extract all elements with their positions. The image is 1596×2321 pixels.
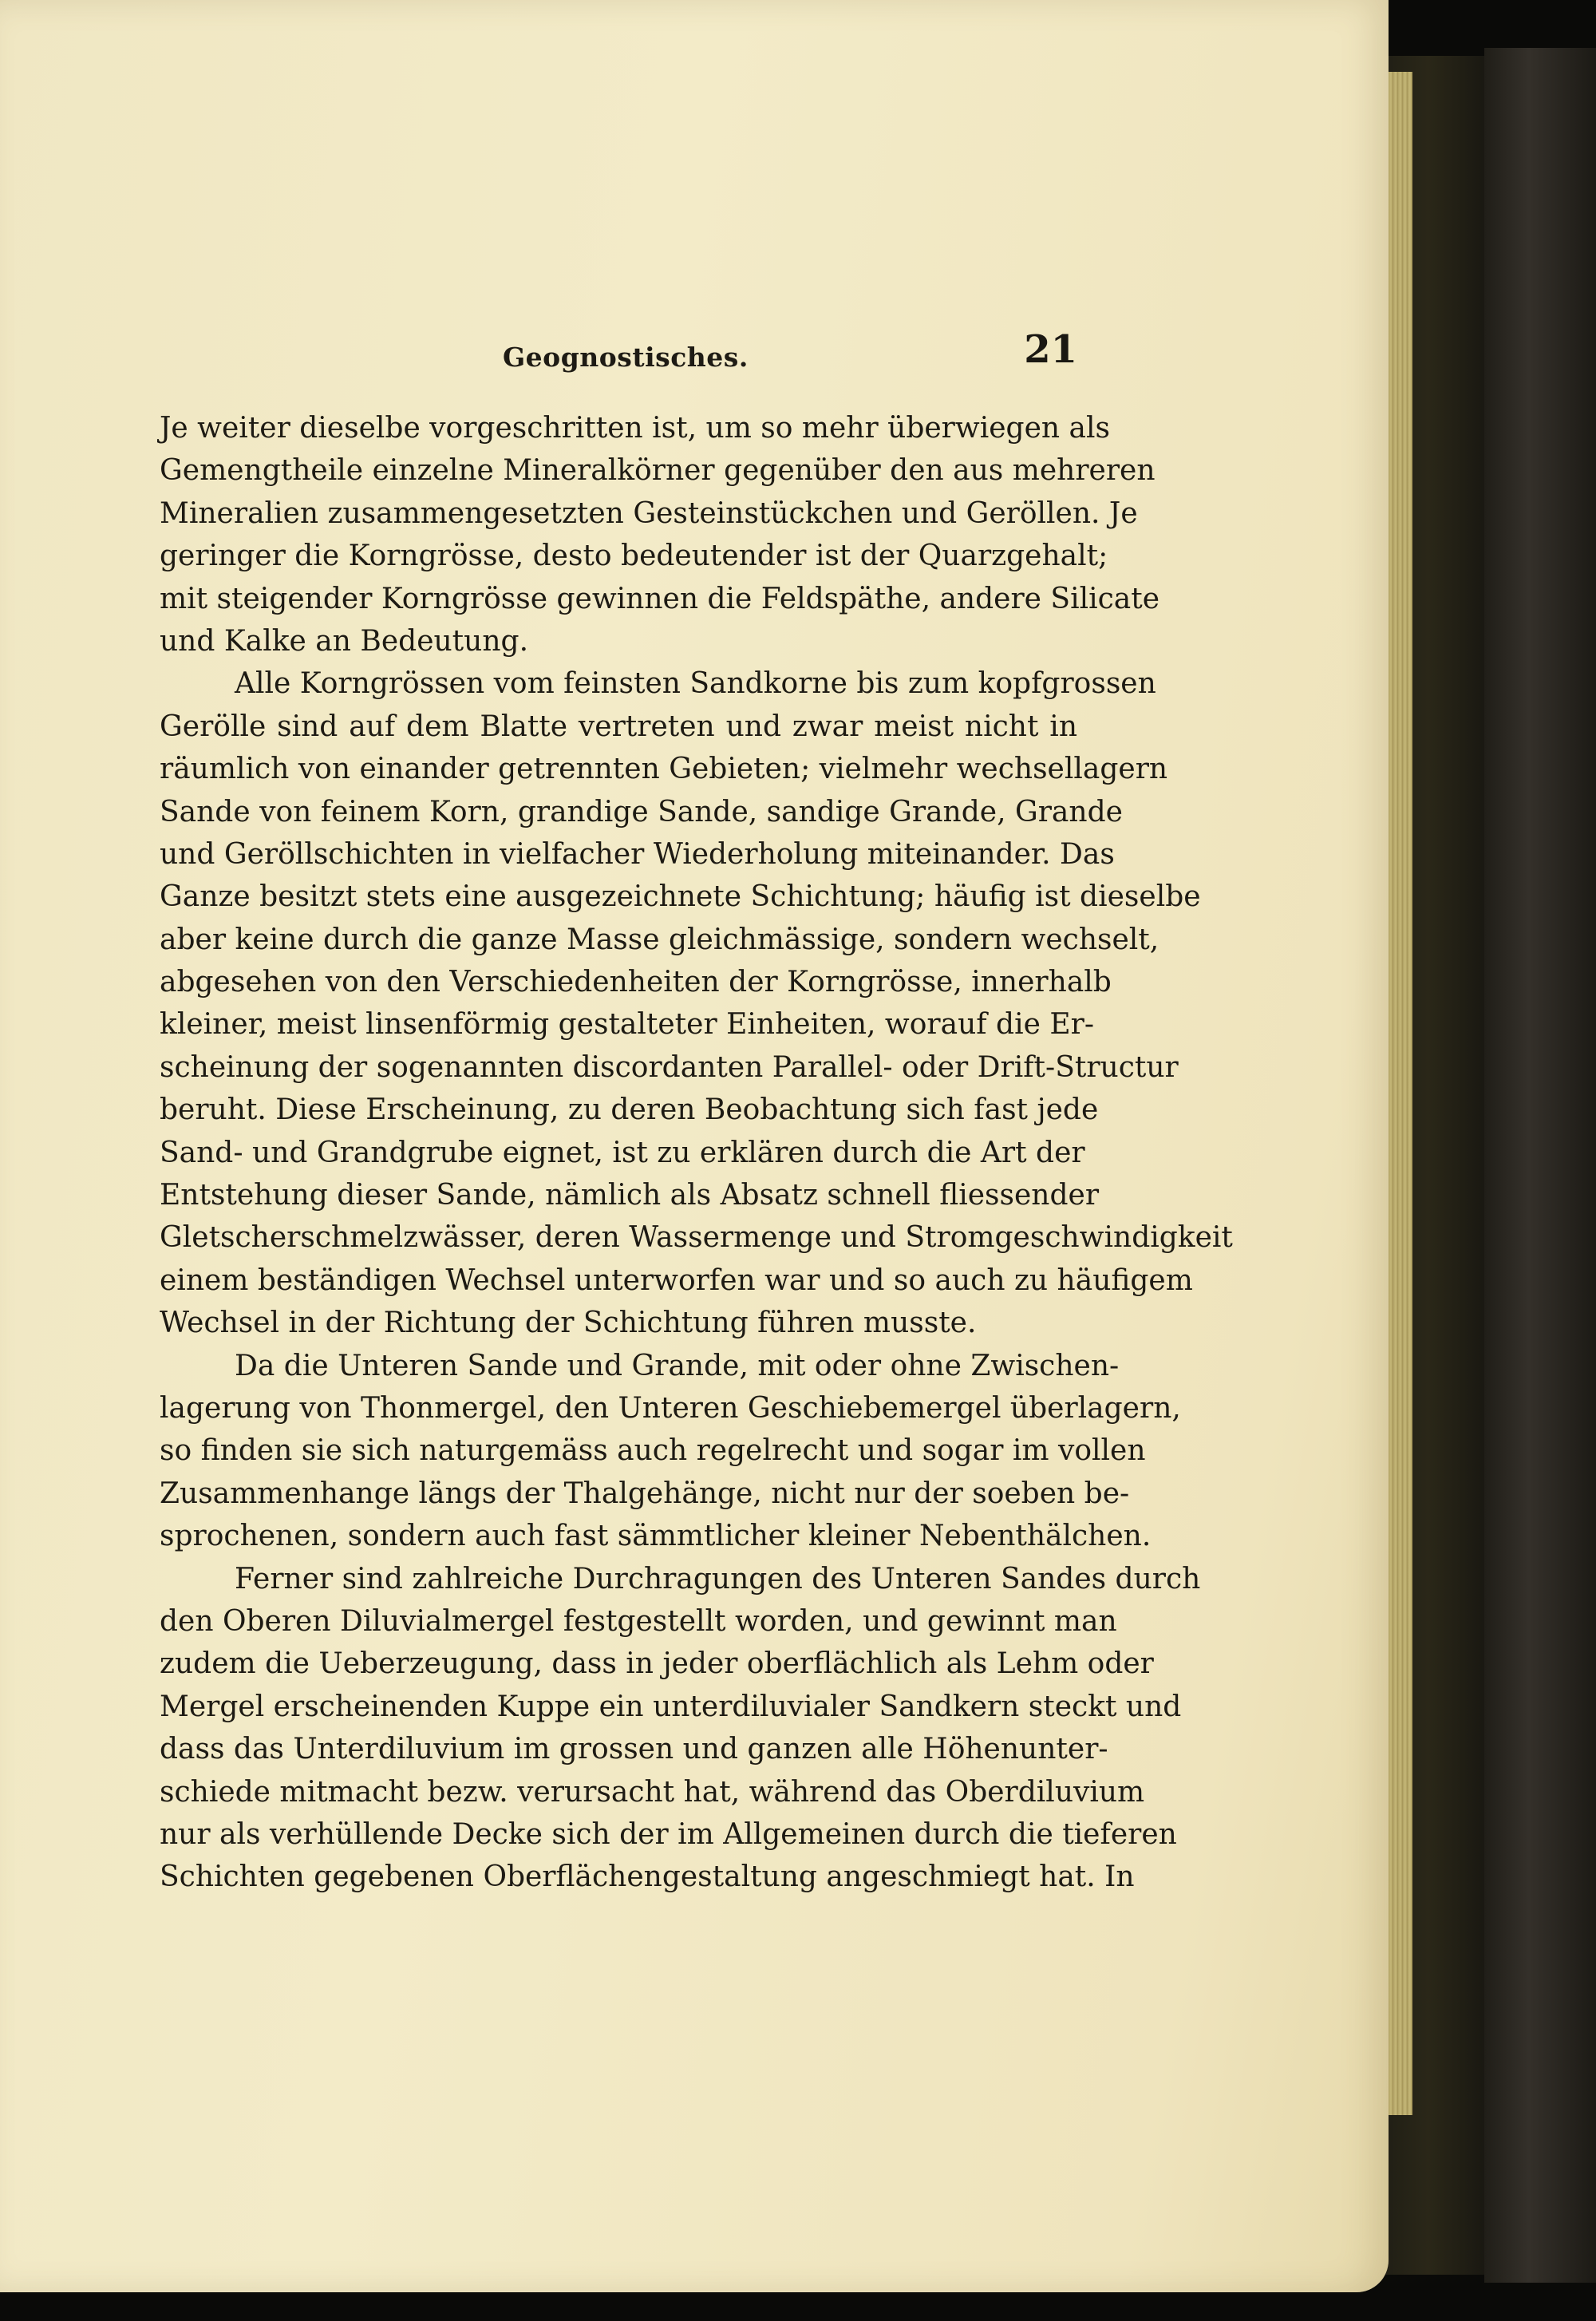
text-line: einem beständigen Wechsel unterworfen war und so auch zu häufigem [160, 1263, 1193, 1297]
text-line: den Oberen Diluvialmergel festgestellt worden, und gewinnt man [160, 1604, 1117, 1638]
text-line: Mineralien zusammengesetzten Gesteinstückchen und Geröllen. Je [160, 496, 1138, 530]
text-line: Sand- und Grandgrube eignet, ist zu erklären durch die Art der [160, 1136, 1085, 1169]
text-line: schiede mitmacht bezw. verursacht hat, während das Oberdiluvium [160, 1775, 1145, 1809]
text-line: und Geröllschichten in vielfacher Wiederholung miteinander. Das [160, 837, 1115, 871]
text-line: beruht. Diese Erscheinung, zu deren Beobachtung sich fast jede [160, 1093, 1099, 1127]
text-line: so finden sie sich naturgemäss auch regelrecht und sogar im vollen [160, 1434, 1146, 1468]
text-line: Entstehung dieser Sande, nämlich als Absatz schnell fliessender [160, 1179, 1100, 1212]
text-line: Da die Unteren Sande und Grande, mit oder ohne Zwischen- [235, 1349, 1120, 1382]
paragraph [160, 662, 1233, 1344]
text-line: scheinung der sogenannten discordanten Parallel- oder Drift-Structur [160, 1050, 1179, 1084]
text-line: Gletscherschmelzwässer, deren Wassermenge und Stromgeschwindigkeit [160, 1221, 1233, 1255]
text-line: Gemengtheile einzelne Mineralkörner gegenüber den aus mehreren [160, 454, 1156, 488]
text-line: Ferner sind zahlreiche Durchragungen des Unteren Sandes durch [235, 1562, 1201, 1595]
text-line: lagerung von Thonmergel, den Unteren Geschiebemergel überlagern, [160, 1391, 1181, 1425]
text-line: zudem die Ueberzeugung, dass in jeder oberflächlich als Lehm oder [160, 1647, 1154, 1681]
text-line: räumlich von einander getrennten Gebieten; vielmehr wechsellagern [160, 753, 1168, 786]
paragraph [160, 1345, 1181, 1558]
text-line: Mergel erscheinenden Kuppe ein unterdiluvialer Sandkern steckt und [160, 1690, 1182, 1723]
book-spine [1484, 48, 1596, 2283]
text-line: Schichten gegebenen Oberflächengestaltung angeschmiegt hat. In [160, 1860, 1135, 1894]
paragraph [160, 407, 1160, 662]
text-line: Je weiter dieselbe vorgeschritten ist, um so mehr überwiegen als [160, 412, 1110, 445]
text-line: Sande von feinem Korn, grandige Sande, sandige Grande, Grande [160, 795, 1123, 828]
text-line: dass das Unterdiluvium im grossen und ganzen alle Höhenunter- [160, 1733, 1108, 1766]
text-line: nur als verhüllende Decke sich der im Allgemeinen durch die tieferen [160, 1817, 1177, 1851]
text-line: Wechsel in der Richtung der Schichtung führen musste. [160, 1307, 977, 1340]
text-line: sprochenen, sondern auch fast sämmtlicher kleiner Nebenthälchen. [160, 1520, 1152, 1553]
page-header [160, 327, 1077, 383]
page-number: 21 [1024, 327, 1077, 372]
text-line: Ganze besitzt stets eine ausgezeichnete Schichtung; häufig ist dieselbe [160, 880, 1201, 914]
text-line: Gerölle sind auf dem Blatte vertreten und zwar meist nicht in [160, 710, 1077, 743]
text-line: abgesehen von den Verschiedenheiten der Korngrösse, innerhalb [160, 966, 1112, 999]
text-line: aber keine durch die ganze Masse gleichmässige, sondern wechselt, [160, 923, 1159, 956]
running-head: Geognostisches. [503, 342, 749, 373]
paragraph [160, 1558, 1201, 1899]
text-line: Zusammenhange längs der Thalgehänge, nicht nur der soeben be- [160, 1477, 1130, 1510]
body-text [160, 407, 1233, 1899]
text-line: mit steigender Korngrösse gewinnen die Feldspäthe, andere Silicate [160, 582, 1160, 615]
text-line: und Kalke an Bedeutung. [160, 624, 529, 658]
text-line: geringer die Korngrösse, desto bedeutender ist der Quarzgehalt; [160, 540, 1108, 573]
text-line: kleiner, meist linsenförmig gestalteter Einheiten, worauf die Er- [160, 1008, 1095, 1042]
text-line: Alle Korngrössen vom feinsten Sandkorne bis zum kopfgrossen [235, 667, 1156, 701]
